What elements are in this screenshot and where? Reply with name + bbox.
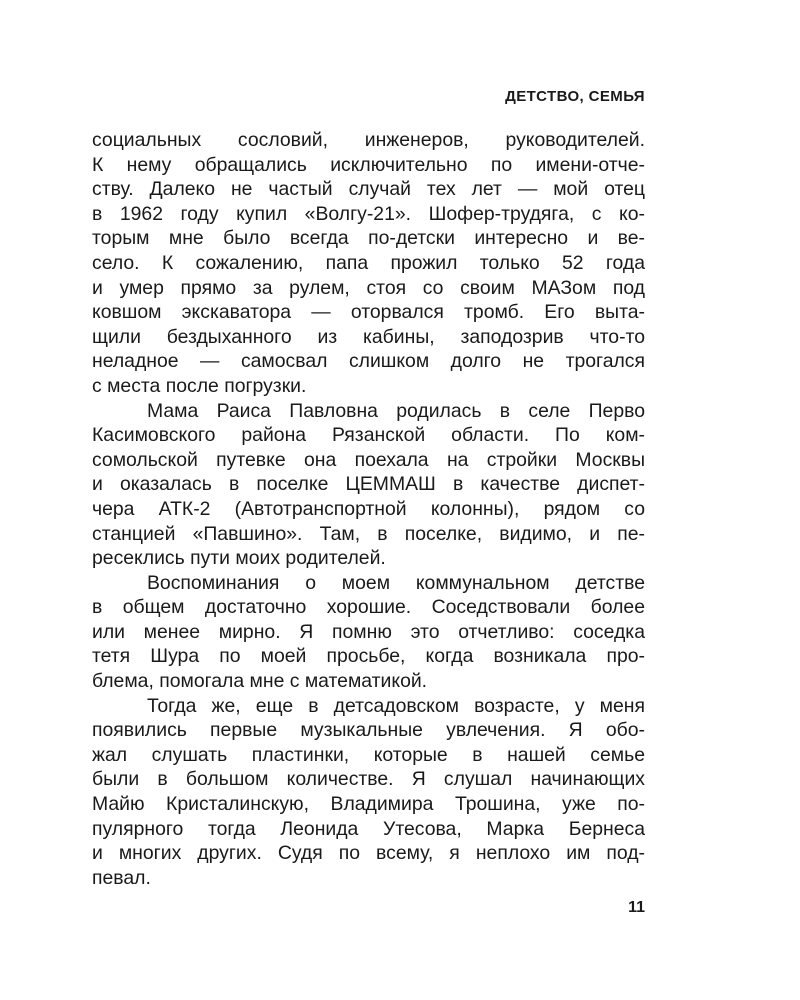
- text-line: ству. Далеко не частый случай тех лет — мой отец: [92, 178, 645, 201]
- page-number: 11: [628, 899, 645, 916]
- text-line: в 1962 году купил «Волгу-21». Шофер-трудяга, с ко-: [92, 202, 645, 225]
- text-line: пулярного тогда Леонида Утесова, Марка Бернеса: [92, 817, 645, 840]
- paragraph-first-line: Воспоминания о моем коммунальном детстве: [147, 571, 645, 594]
- running-header: ДЕТСТВО, СЕМЬЯ: [505, 88, 645, 105]
- body-text: [92, 128, 645, 890]
- paragraph-end-line: певал.: [92, 866, 151, 889]
- text-line: Касимовского района Рязанской области. По ком-: [92, 424, 645, 447]
- text-line: К нему обращались исключительно по имени-отче-: [92, 153, 645, 176]
- text-line: торым мне было всегда по-детски интересно и ве-: [92, 227, 645, 250]
- text-line: тетя Шура по моей просьбе, когда возникала про-: [92, 645, 645, 668]
- text-line: или менее мирно. Я помню это отчетливо: соседка: [92, 620, 645, 643]
- text-line: в общем достаточно хорошие. Соседствовали более: [92, 596, 645, 619]
- text-line: были в большом количестве. Я слушал начинающих: [92, 768, 645, 791]
- text-line: Майю Кристалинскую, Владимира Трошина, уже по-: [92, 793, 645, 816]
- text-line: неладное — самосвал слишком долго не трогался: [92, 350, 645, 373]
- paragraph-end-line: с места после погрузки.: [92, 374, 307, 397]
- text-line: ковшом экскаватора — оторвался тромб. Его выта-: [92, 301, 645, 324]
- text-line: и многих других. Судя по всему, я неплохо им под-: [92, 842, 645, 865]
- text-line: станцией «Павшино». Там, в поселке, видимо, и пе-: [92, 522, 645, 545]
- text-line: и умер прямо за рулем, стоя со своим МАЗом под: [92, 276, 645, 299]
- paragraph-first-line: Тогда же, еще в детсадовском возрасте, у меня: [147, 694, 645, 717]
- text-line: щили бездыханного из кабины, заподозрив что-то: [92, 325, 645, 348]
- text-line: социальных сословий, инженеров, руководителей.: [92, 129, 645, 151]
- paragraph-first-line: Мама Раиса Павловна родилась в селе Перво: [147, 399, 645, 422]
- text-line: село. К сожалению, папа прожил только 52 года: [92, 251, 645, 274]
- paragraph-end-line: блема, помогала мне с математикой.: [92, 670, 428, 693]
- paragraph-end-line: ресеклись пути моих родителей.: [92, 547, 386, 570]
- text-line: жал слушать пластинки, которые в нашей семье: [92, 743, 645, 766]
- text-line: и оказалась в поселке ЦЕММАШ в качестве диспет-: [92, 473, 645, 496]
- text-line: чера АТК-2 (Автотранспортной колонны), рядом со: [92, 497, 645, 520]
- text-line: сомольской путевке она поехала на стройки Москвы: [92, 448, 645, 471]
- text-line: появились первые музыкальные увлечения. Я обо-: [92, 719, 645, 742]
